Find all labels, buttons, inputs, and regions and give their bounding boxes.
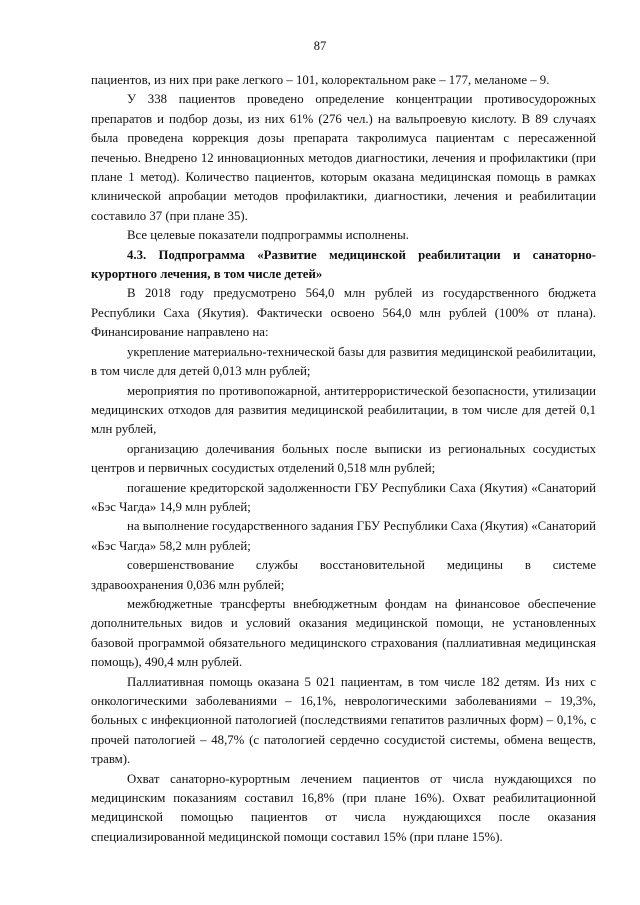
paragraph-targets-met: Все целевые показатели подпрограммы исполнены. (127, 228, 409, 243)
list-item-restorative-medicine: совершенствование службы восстановительной медицины в системе здравоохранения 0,036 млн рублей; (91, 558, 596, 592)
list-item-material-base: укрепление материально-технической базы для развития медицинской реабилитации, в том числе для детей 0,013 млн рублей; (91, 344, 596, 379)
paragraph-concentration-tests: У 338 пациентов проведено определение концентрации противосудорожных препаратов и подбор дозы, из них 61% (276 чел.) на вальпроевую кислоту. В 89 случаях была проведена коррекция дозы препарата такролимуса пациентам с пересаженной печенью. Внедрено 12 инновационных методов диагностики, лечения и профилактики (при плане 1 метод). Количество пациентов, которым оказана медицинская помощь в рамках клинической апробации методов профилактики, диагностики, лечения и реабилитации составило 37 (при плане 35). (91, 92, 596, 223)
list-item-transfers: межбюджетные трансферты внебюджетным фондам на финансовое обеспечение дополнительных видов и условий оказания медицинской помощи, не установленных базовой программой обязательного медицинского страхования (паллиативная медицинская помощь), 490,4 млн рублей. (91, 596, 596, 670)
list-item-debt-repayment: погашение кредиторской задолженности ГБУ Республики Саха (Якутия) «Санаторий «Бэс Чагда» 14,9 млн рублей; (91, 480, 596, 514)
paragraph-palliative-care: Паллиативная помощь оказана 5 021 пациентам, в том числе 182 детям. Из них с онкологическими заболеваниями – 16,1%, неврологическими заболеваниями – 19,3%, больных с инфекционной патологией (последствиями гепатитов различных форм) – 0,1%, с прочей патологией – 48,7% (с патологией сердечно сосудистой системы, обмена веществ, травм). (91, 674, 596, 767)
paragraph-funding: В 2018 году предусмотрено 564,0 млн рублей из государственного бюджета Республики Саха (Якутия). Фактически освоено 564,0 млн рублей (100% от плана). Финансирование направлено на: (91, 286, 596, 340)
paragraph-continuation: пациентов, из них при раке легкого – 101, колоректальном раке – 177, меланоме – 9. (91, 73, 550, 87)
list-item-aftercare: организацию долечивания больных после выписки из региональных сосудистых центров и первичных сосудистых отделений 0,518 млн рублей; (91, 441, 596, 476)
list-item-state-assignment: на выполнение государственного задания ГБУ Республики Саха (Якутия) «Санаторий «Бэс Чагда» 58,2 млн рублей; (91, 519, 596, 553)
page-body (91, 71, 596, 847)
paragraph-sanatorium-coverage: Охват санаторно-курортным лечением пациентов от числа нуждающихся по медицинским показаниям составил 16,8% (при плане 16%). Охват реабилитационной медицинской помощью пациентов от числа нуждающихся после оказания специализированной медицинской помощи составил 15% (при плане 15%). (91, 771, 596, 844)
section-heading-4-3: 4.3. Подпрограмма «Развитие медицинской реабилитации и санаторно-курортного лечения, в том числе детей» (91, 247, 596, 282)
list-item-fire-safety: мероприятия по противопожарной, антитеррористической безопасности, утилизации медицинских отходов для развития медицинской реабилитации, в том числе для детей 0,1 млн рублей, (91, 383, 596, 437)
page-number: 87 (313, 39, 327, 53)
